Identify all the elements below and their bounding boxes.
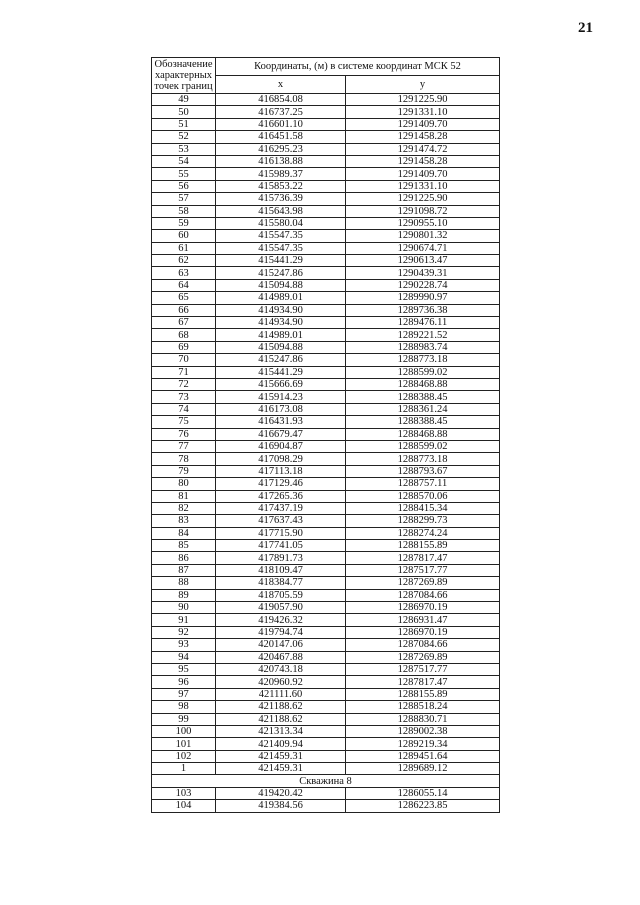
y-coordinate-cell: 1287269.89 <box>346 651 500 663</box>
y-coordinate-cell: 1287084.66 <box>346 639 500 651</box>
y-coordinate-cell: 1290613.47 <box>346 255 500 267</box>
point-number-cell: 68 <box>152 329 216 341</box>
x-coordinate-cell: 415441.29 <box>216 366 346 378</box>
table-row <box>152 527 500 539</box>
table-row <box>152 589 500 601</box>
table-row <box>152 329 500 341</box>
table-row <box>152 168 500 180</box>
table-row <box>152 626 500 638</box>
table-row <box>152 242 500 254</box>
table-row <box>152 614 500 626</box>
point-number-cell: 56 <box>152 180 216 192</box>
x-coordinate-cell: 418109.47 <box>216 564 346 576</box>
table-row <box>152 180 500 192</box>
x-coordinate-cell: 416173.08 <box>216 403 346 415</box>
y-coordinate-cell: 1290674.71 <box>346 242 500 254</box>
y-coordinate-cell: 1291225.90 <box>346 193 500 205</box>
y-coordinate-cell: 1289219.34 <box>346 738 500 750</box>
table-row <box>152 800 500 812</box>
y-coordinate-cell: 1289476.11 <box>346 317 500 329</box>
x-coordinate-cell: 415736.39 <box>216 193 346 205</box>
point-number-cell: 78 <box>152 453 216 465</box>
table-row <box>152 440 500 452</box>
point-number-cell: 58 <box>152 205 216 217</box>
y-coordinate-cell: 1288274.24 <box>346 527 500 539</box>
table-row <box>152 428 500 440</box>
y-coordinate-cell: 1286223.85 <box>346 800 500 812</box>
table-row <box>152 552 500 564</box>
x-coordinate-cell: 416138.88 <box>216 155 346 167</box>
point-number-cell: 57 <box>152 193 216 205</box>
table-row <box>152 763 500 775</box>
table-row <box>152 676 500 688</box>
point-number-cell: 74 <box>152 403 216 415</box>
y-coordinate-cell: 1288468.88 <box>346 378 500 390</box>
y-coordinate-cell: 1291098.72 <box>346 205 500 217</box>
y-coordinate-cell: 1286055.14 <box>346 787 500 799</box>
y-coordinate-cell: 1288468.88 <box>346 428 500 440</box>
table-row <box>152 502 500 514</box>
table-row <box>152 564 500 576</box>
point-number-cell: 52 <box>152 131 216 143</box>
table-row <box>152 490 500 502</box>
x-coordinate-cell: 421459.31 <box>216 750 346 762</box>
point-number-cell: 86 <box>152 552 216 564</box>
point-number-cell: 101 <box>152 738 216 750</box>
point-number-cell: 69 <box>152 341 216 353</box>
point-number-cell: 62 <box>152 255 216 267</box>
table-row <box>152 366 500 378</box>
table-row <box>152 663 500 675</box>
point-number-cell: 60 <box>152 230 216 242</box>
table-row <box>152 651 500 663</box>
table-row <box>152 292 500 304</box>
x-coordinate-cell: 419384.56 <box>216 800 346 812</box>
y-coordinate-cell: 1287084.66 <box>346 589 500 601</box>
x-coordinate-cell: 417891.73 <box>216 552 346 564</box>
y-coordinate-cell: 1288570.06 <box>346 490 500 502</box>
point-number-cell: 51 <box>152 118 216 130</box>
y-coordinate-cell: 1289736.38 <box>346 304 500 316</box>
point-number-cell: 71 <box>152 366 216 378</box>
x-coordinate-cell: 416451.58 <box>216 131 346 143</box>
table-row <box>152 354 500 366</box>
point-number-cell: 82 <box>152 502 216 514</box>
point-number-cell: 96 <box>152 676 216 688</box>
point-number-cell: 93 <box>152 639 216 651</box>
point-number-cell: 103 <box>152 787 216 799</box>
point-number-cell: 80 <box>152 478 216 490</box>
x-coordinate-cell: 415580.04 <box>216 217 346 229</box>
y-coordinate-cell: 1289990.97 <box>346 292 500 304</box>
point-number-cell: 99 <box>152 713 216 725</box>
x-coordinate-cell: 421188.62 <box>216 701 346 713</box>
coordinates-header: Координаты, (м) в системе координат МСК 52 <box>216 58 500 76</box>
point-number-cell: 72 <box>152 378 216 390</box>
point-number-cell: 67 <box>152 317 216 329</box>
y-coordinate-cell: 1288388.45 <box>346 391 500 403</box>
y-coordinate-cell: 1288155.89 <box>346 540 500 552</box>
table-row <box>152 577 500 589</box>
point-number-cell: 95 <box>152 663 216 675</box>
x-coordinate-cell: 419426.32 <box>216 614 346 626</box>
x-coordinate-cell: 416431.93 <box>216 416 346 428</box>
x-coordinate-cell: 420743.18 <box>216 663 346 675</box>
y-coordinate-cell: 1291458.28 <box>346 131 500 143</box>
y-coordinate-cell: 1288299.73 <box>346 515 500 527</box>
point-number-cell: 90 <box>152 602 216 614</box>
point-number-cell: 84 <box>152 527 216 539</box>
point-number-cell: 1 <box>152 763 216 775</box>
table-row <box>152 106 500 118</box>
point-number-cell: 102 <box>152 750 216 762</box>
table-row <box>152 193 500 205</box>
y-coordinate-cell: 1290439.31 <box>346 267 500 279</box>
x-coordinate-cell: 419057.90 <box>216 602 346 614</box>
point-number-cell: 53 <box>152 143 216 155</box>
y-coordinate-cell: 1287517.77 <box>346 564 500 576</box>
table-row <box>152 416 500 428</box>
x-coordinate-cell: 417098.29 <box>216 453 346 465</box>
point-number-cell: 94 <box>152 651 216 663</box>
y-coordinate-cell: 1291331.10 <box>346 180 500 192</box>
y-coordinate-cell: 1290228.74 <box>346 279 500 291</box>
x-coordinate-cell: 415547.35 <box>216 242 346 254</box>
x-coordinate-cell: 415853.22 <box>216 180 346 192</box>
x-coordinate-cell: 416737.25 <box>216 106 346 118</box>
x-header: x <box>216 76 346 94</box>
table-row <box>152 378 500 390</box>
x-coordinate-cell: 421313.34 <box>216 725 346 737</box>
y-coordinate-cell: 1287269.89 <box>346 577 500 589</box>
table-row <box>152 267 500 279</box>
point-number-cell: 61 <box>152 242 216 254</box>
x-coordinate-cell: 419794.74 <box>216 626 346 638</box>
x-coordinate-cell: 416854.08 <box>216 94 346 106</box>
y-coordinate-cell: 1287517.77 <box>346 663 500 675</box>
point-label-header: Обозначение характерных точек границ <box>152 58 216 94</box>
point-number-cell: 92 <box>152 626 216 638</box>
table-row <box>152 787 500 799</box>
x-coordinate-cell: 416601.10 <box>216 118 346 130</box>
x-coordinate-cell: 414934.90 <box>216 317 346 329</box>
x-coordinate-cell: 415247.86 <box>216 267 346 279</box>
point-number-cell: 88 <box>152 577 216 589</box>
x-coordinate-cell: 417129.46 <box>216 478 346 490</box>
point-number-cell: 76 <box>152 428 216 440</box>
x-coordinate-cell: 415643.98 <box>216 205 346 217</box>
x-coordinate-cell: 420960.92 <box>216 676 346 688</box>
y-coordinate-cell: 1288388.45 <box>346 416 500 428</box>
point-number-cell: 91 <box>152 614 216 626</box>
y-coordinate-cell: 1291409.70 <box>346 118 500 130</box>
y-coordinate-cell: 1286931.47 <box>346 614 500 626</box>
point-number-cell: 79 <box>152 465 216 477</box>
x-coordinate-cell: 417637.43 <box>216 515 346 527</box>
x-coordinate-cell: 415441.29 <box>216 255 346 267</box>
x-coordinate-cell: 415914.23 <box>216 391 346 403</box>
y-coordinate-cell: 1288599.02 <box>346 366 500 378</box>
table-row <box>152 701 500 713</box>
y-coordinate-cell: 1288830.71 <box>346 713 500 725</box>
x-coordinate-cell: 421409.94 <box>216 738 346 750</box>
point-number-cell: 65 <box>152 292 216 304</box>
point-number-cell: 81 <box>152 490 216 502</box>
table-row <box>152 725 500 737</box>
x-coordinate-cell: 417715.90 <box>216 527 346 539</box>
point-number-cell: 70 <box>152 354 216 366</box>
y-coordinate-cell: 1287817.47 <box>346 676 500 688</box>
x-coordinate-cell: 416904.87 <box>216 440 346 452</box>
y-coordinate-cell: 1288599.02 <box>346 440 500 452</box>
table-row <box>152 255 500 267</box>
point-number-cell: 89 <box>152 589 216 601</box>
x-coordinate-cell: 418384.77 <box>216 577 346 589</box>
table-row <box>152 453 500 465</box>
point-number-cell: 50 <box>152 106 216 118</box>
y-coordinate-cell: 1291409.70 <box>346 168 500 180</box>
table-row <box>152 639 500 651</box>
coordinates-body <box>152 94 500 775</box>
point-number-cell: 77 <box>152 440 216 452</box>
x-coordinate-cell: 415094.88 <box>216 341 346 353</box>
x-coordinate-cell: 417437.19 <box>216 502 346 514</box>
x-coordinate-cell: 420147.06 <box>216 639 346 651</box>
point-number-cell: 100 <box>152 725 216 737</box>
section-row <box>152 775 500 787</box>
x-coordinate-cell: 417265.36 <box>216 490 346 502</box>
y-coordinate-cell: 1290955.10 <box>346 217 500 229</box>
y-coordinate-cell: 1286970.19 <box>346 602 500 614</box>
table-row <box>152 304 500 316</box>
table-row <box>152 155 500 167</box>
y-coordinate-cell: 1289451.64 <box>346 750 500 762</box>
table-row <box>152 515 500 527</box>
y-coordinate-cell: 1289002.38 <box>346 725 500 737</box>
y-coordinate-cell: 1288773.18 <box>346 453 500 465</box>
x-coordinate-cell: 421459.31 <box>216 763 346 775</box>
y-coordinate-cell: 1290801.32 <box>346 230 500 242</box>
table-row <box>152 750 500 762</box>
x-coordinate-cell: 421188.62 <box>216 713 346 725</box>
y-coordinate-cell: 1288518.24 <box>346 701 500 713</box>
point-number-cell: 75 <box>152 416 216 428</box>
table-row <box>152 94 500 106</box>
x-coordinate-cell: 419420.42 <box>216 787 346 799</box>
table-row <box>152 118 500 130</box>
x-coordinate-cell: 416295.23 <box>216 143 346 155</box>
point-number-cell: 55 <box>152 168 216 180</box>
x-coordinate-cell: 414989.01 <box>216 292 346 304</box>
x-coordinate-cell: 421111.60 <box>216 688 346 700</box>
point-number-cell: 87 <box>152 564 216 576</box>
y-coordinate-cell: 1288793.67 <box>346 465 500 477</box>
x-coordinate-cell: 417741.05 <box>216 540 346 552</box>
y-coordinate-cell: 1288983.74 <box>346 341 500 353</box>
y-coordinate-cell: 1289689.12 <box>346 763 500 775</box>
point-number-cell: 97 <box>152 688 216 700</box>
table-row <box>152 713 500 725</box>
table-row <box>152 478 500 490</box>
y-coordinate-cell: 1291331.10 <box>346 106 500 118</box>
section-body <box>152 787 500 812</box>
point-number-cell: 59 <box>152 217 216 229</box>
x-coordinate-cell: 414934.90 <box>216 304 346 316</box>
x-coordinate-cell: 415094.88 <box>216 279 346 291</box>
x-coordinate-cell: 417113.18 <box>216 465 346 477</box>
y-coordinate-cell: 1291458.28 <box>346 155 500 167</box>
table-row <box>152 391 500 403</box>
table-row <box>152 465 500 477</box>
y-coordinate-cell: 1289221.52 <box>346 329 500 341</box>
point-number-cell: 63 <box>152 267 216 279</box>
point-number-cell: 104 <box>152 800 216 812</box>
y-coordinate-cell: 1288773.18 <box>346 354 500 366</box>
x-coordinate-cell: 415247.86 <box>216 354 346 366</box>
point-number-cell: 83 <box>152 515 216 527</box>
point-number-cell: 64 <box>152 279 216 291</box>
y-coordinate-cell: 1288361.24 <box>346 403 500 415</box>
table-row <box>152 738 500 750</box>
y-coordinate-cell: 1288415.34 <box>346 502 500 514</box>
table-row <box>152 602 500 614</box>
point-number-cell: 98 <box>152 701 216 713</box>
table-row <box>152 205 500 217</box>
y-coordinate-cell: 1291474.72 <box>346 143 500 155</box>
x-coordinate-cell: 415989.37 <box>216 168 346 180</box>
table-row <box>152 341 500 353</box>
table-row <box>152 217 500 229</box>
x-coordinate-cell: 415666.69 <box>216 378 346 390</box>
table-row <box>152 143 500 155</box>
y-coordinate-cell: 1286970.19 <box>346 626 500 638</box>
y-coordinate-cell: 1288155.89 <box>346 688 500 700</box>
page-number: 21 <box>578 20 593 36</box>
x-coordinate-cell: 420467.88 <box>216 651 346 663</box>
table-row <box>152 317 500 329</box>
table-row <box>152 279 500 291</box>
x-coordinate-cell: 415547.35 <box>216 230 346 242</box>
table-row <box>152 688 500 700</box>
table-row <box>152 131 500 143</box>
x-coordinate-cell: 416679.47 <box>216 428 346 440</box>
point-number-cell: 54 <box>152 155 216 167</box>
y-header: y <box>346 76 500 94</box>
x-coordinate-cell: 414989.01 <box>216 329 346 341</box>
section-title: Скважина 8 <box>152 775 500 787</box>
coordinates-table <box>151 57 500 813</box>
table-row <box>152 230 500 242</box>
table-row <box>152 403 500 415</box>
point-number-cell: 73 <box>152 391 216 403</box>
point-number-cell: 66 <box>152 304 216 316</box>
y-coordinate-cell: 1288757.11 <box>346 478 500 490</box>
point-number-cell: 49 <box>152 94 216 106</box>
table-row <box>152 540 500 552</box>
point-number-cell: 85 <box>152 540 216 552</box>
x-coordinate-cell: 418705.59 <box>216 589 346 601</box>
y-coordinate-cell: 1291225.90 <box>346 94 500 106</box>
y-coordinate-cell: 1287817.47 <box>346 552 500 564</box>
